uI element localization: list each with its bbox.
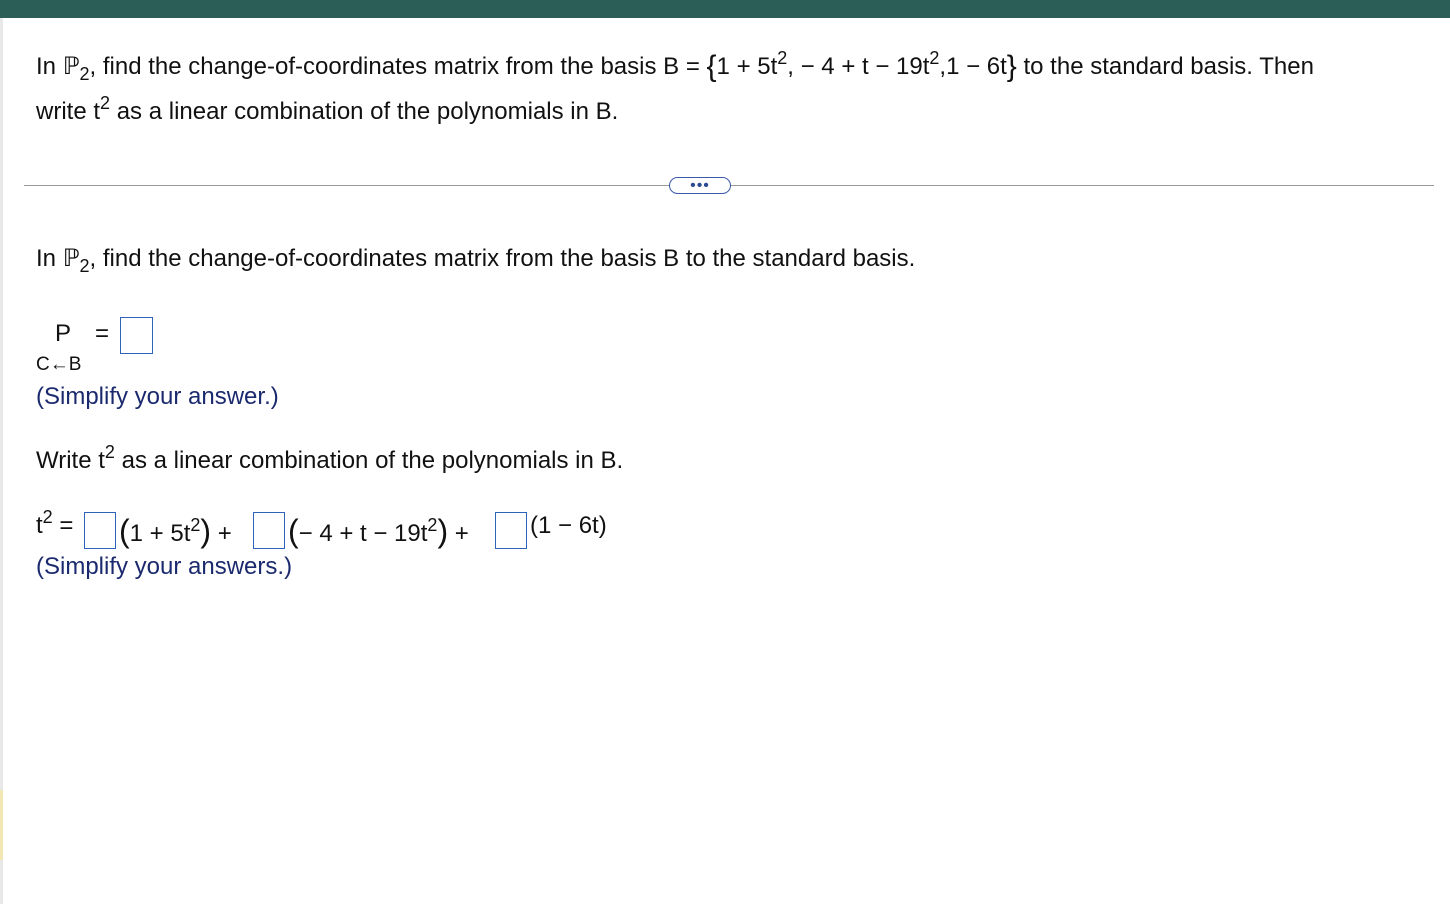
simplify-hint: (Simplify your answer.) — [36, 383, 279, 410]
expand-button[interactable] — [669, 177, 731, 194]
basis-term-3: (1 − 6t) — [530, 512, 607, 539]
coefficient-1-input[interactable] — [84, 512, 116, 549]
ellipsis-icon: ••• — [690, 176, 710, 194]
basis-term-2: (− $4 + t - 19t^2$) + — [288, 513, 469, 549]
matrix-equals: = — [95, 320, 110, 347]
problem-statement-line1: In ℙ$_2$, find the change-of-coordinates matrix from the basis $B = \{1 + 5t^2$, − $4 + t - 19t^2,1 - 6t$} to the standard basis. Then — [36, 48, 1314, 84]
problem-statement-line2: write $t^2$ as a linear combination of the polynomials in B. — [36, 93, 619, 125]
simplify-answers-hint: (Simplify your answers.) — [36, 553, 293, 580]
matrix-p-answer-box[interactable] — [120, 317, 153, 354]
part1-question: In ℙ$_2$, find the change-of-coordinates matrix from the basis B to the standard basis. — [36, 245, 916, 276]
matrix-p-label: P — [55, 320, 72, 347]
part2-question: Write $t^2$ as a linear combination of the polynomials in B. — [36, 442, 624, 474]
matrix-p-subscript: C←B — [36, 354, 82, 375]
left-edge-marker — [0, 790, 3, 860]
basis-term-1: $(1 + 5t^2)$ + — [119, 513, 232, 549]
coefficient-2-input[interactable] — [253, 512, 285, 549]
lhs-t-squared: $t^2$ = — [36, 507, 74, 539]
header-bar — [0, 0, 1450, 18]
left-border — [0, 18, 3, 904]
coefficient-3-input[interactable] — [495, 512, 527, 549]
